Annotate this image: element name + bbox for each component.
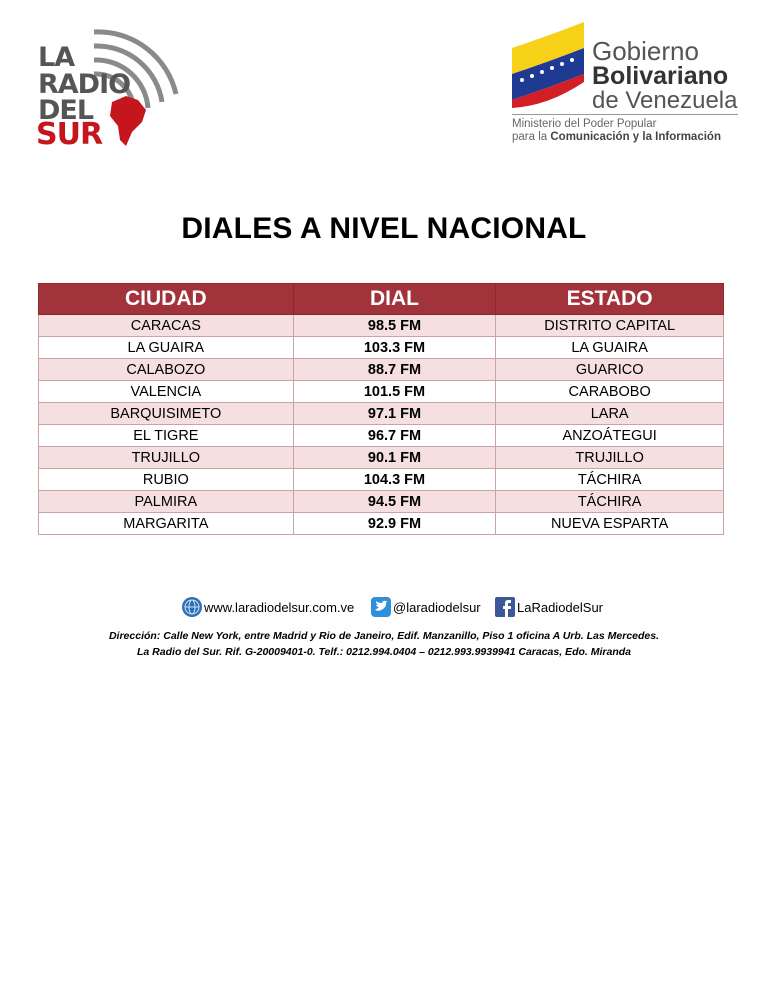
- logo-word-radio: RADIO: [38, 69, 131, 100]
- cell-ciudad: RUBIO: [39, 469, 294, 491]
- divider: [512, 114, 738, 115]
- dials-table: [38, 283, 724, 535]
- logo-word-la: LA: [38, 42, 75, 73]
- cell-dial: 92.9 FM: [293, 513, 496, 535]
- venezuela-flag-icon: [508, 18, 588, 110]
- header-estado: ESTADO: [496, 284, 724, 315]
- cell-dial: 96.7 FM: [293, 425, 496, 447]
- table-row: [39, 337, 724, 359]
- de-venezuela-text: de Venezuela: [592, 87, 738, 114]
- cell-ciudad: CALABOZO: [39, 359, 294, 381]
- header-dial: DIAL: [293, 284, 496, 315]
- address-line1: Dirección: Calle New York, entre Madrid y Rio de Janeiro, Edif. Manzanillo, Piso 1 oficina A Urb. Las Mercedes.: [108, 630, 660, 642]
- table-row: [39, 491, 724, 513]
- cell-estado: NUEVA ESPARTA: [496, 513, 724, 535]
- gobierno-text: Gobierno: [592, 36, 699, 66]
- website-link[interactable]: [181, 596, 354, 618]
- cell-dial: 94.5 FM: [293, 491, 496, 513]
- cell-ciudad: LA GUAIRA: [39, 337, 294, 359]
- cell-dial: 97.1 FM: [293, 403, 496, 425]
- twitter-text: @laradiodelsur: [393, 599, 481, 615]
- address-line2: La Radio del Sur. Rif. G-20009401-0. Telf.: 0212.994.0404 – 0212.993.9939941 Caracas, Edo. Miranda: [137, 646, 631, 658]
- table-row: [39, 315, 724, 337]
- cell-estado: DISTRITO CAPITAL: [496, 315, 724, 337]
- table-row: [39, 469, 724, 491]
- cell-ciudad: VALENCIA: [39, 381, 294, 403]
- gobierno-bolivariano-logo: [508, 18, 738, 148]
- ministry-line2-bold: Comunicación y la Información: [550, 131, 721, 143]
- table-row: [39, 403, 724, 425]
- cell-ciudad: BARQUISIMETO: [39, 403, 294, 425]
- cell-estado: GUARICO: [496, 359, 724, 381]
- cell-estado: TÁCHIRA: [496, 469, 724, 491]
- radio-del-sur-logo: [34, 22, 184, 152]
- table-row: [39, 425, 724, 447]
- globe-icon: [181, 596, 203, 618]
- cell-estado: LA GUAIRA: [496, 337, 724, 359]
- ministry-line1: Ministerio del Poder Popular: [512, 118, 657, 130]
- table-row: [39, 359, 724, 381]
- cell-dial: 98.5 FM: [293, 315, 496, 337]
- south-america-icon: [110, 96, 146, 146]
- table-row: [39, 447, 724, 469]
- cell-estado: LARA: [496, 403, 724, 425]
- logo-word-del: DEL: [38, 95, 94, 126]
- ministry-line2: [512, 131, 721, 143]
- cell-estado: TRUJILLO: [496, 447, 724, 469]
- cell-ciudad: TRUJILLO: [39, 447, 294, 469]
- table-row: [39, 513, 724, 535]
- cell-estado: TÁCHIRA: [496, 491, 724, 513]
- facebook-link[interactable]: [494, 596, 603, 618]
- cell-estado: CARABOBO: [496, 381, 724, 403]
- twitter-link[interactable]: [370, 596, 481, 618]
- facebook-text: LaRadiodelSur: [517, 599, 604, 615]
- twitter-icon: [370, 596, 392, 618]
- cell-ciudad: EL TIGRE: [39, 425, 294, 447]
- cell-estado: ANZOÁTEGUI: [496, 425, 724, 447]
- facebook-icon: [494, 596, 516, 618]
- header-ciudad: CIUDAD: [39, 284, 294, 315]
- cell-dial: 90.1 FM: [293, 447, 496, 469]
- table-header-row: [39, 284, 724, 315]
- table-row: [39, 381, 724, 403]
- bolivariano-text: Bolivariano: [592, 62, 729, 90]
- website-text: www.laradiodelsur.com.ve: [204, 599, 355, 615]
- cell-dial: 101.5 FM: [293, 381, 496, 403]
- cell-ciudad: CARACAS: [39, 315, 294, 337]
- cell-dial: 103.3 FM: [293, 337, 496, 359]
- cell-dial: 104.3 FM: [293, 469, 496, 491]
- cell-ciudad: PALMIRA: [39, 491, 294, 513]
- contacts-bar: [0, 596, 768, 620]
- page-title: DIALES A NIVEL NACIONAL: [181, 212, 587, 245]
- logo-word-sur: SUR: [36, 117, 103, 152]
- cell-ciudad: MARGARITA: [39, 513, 294, 535]
- ministry-line2-prefix: para la: [512, 131, 551, 143]
- cell-dial: 88.7 FM: [293, 359, 496, 381]
